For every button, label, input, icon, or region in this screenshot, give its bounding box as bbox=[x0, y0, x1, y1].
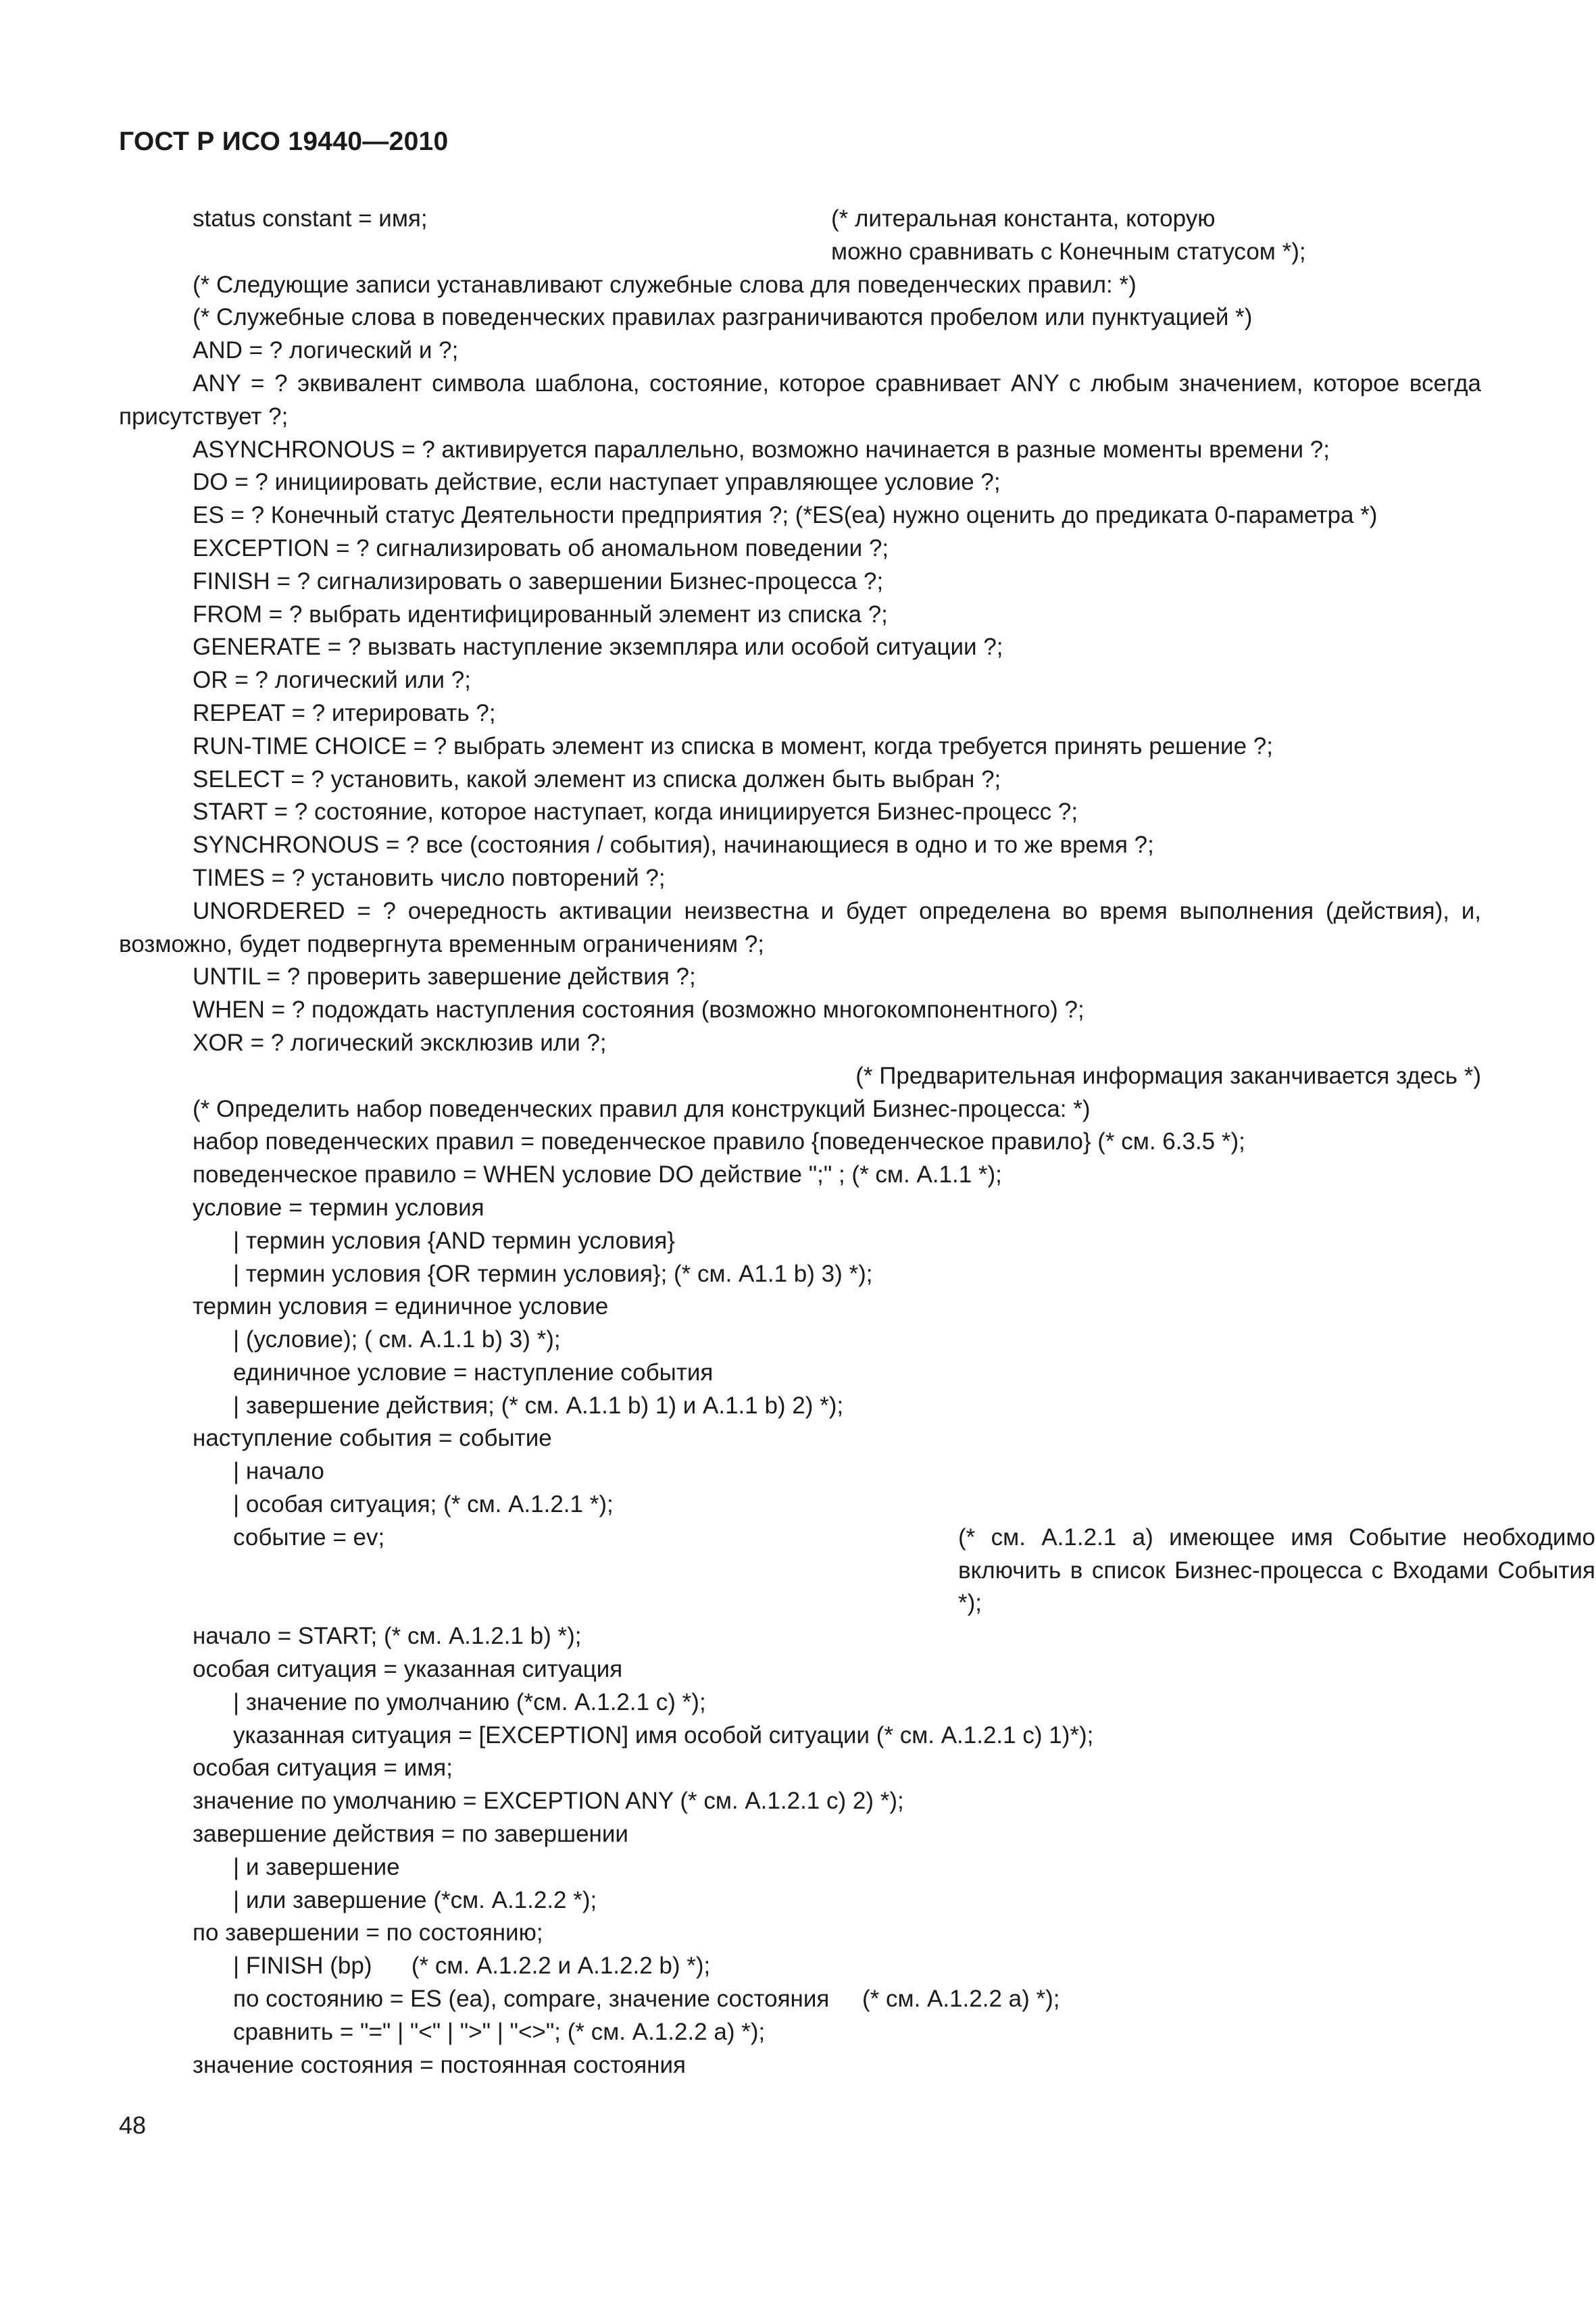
text-line: ES = ? Конечный статус Деятельности предприятия ?; (*ES(ea) нужно оценить до предиката 0-параметра *) bbox=[193, 502, 1378, 529]
text-line: START = ? состояние, которое наступает, когда инициируется Бизнес-процесс ?; bbox=[193, 799, 1078, 826]
text-line: REPEAT = ? итерировать ?; bbox=[193, 699, 496, 726]
text-line: значение состояния = постоянная состояния bbox=[193, 2051, 686, 2078]
text-line: OR = ? логический или ?; bbox=[193, 667, 471, 694]
text-line: ASYNCHRONOUS = ? активируется параллельно, возможно начинается в разные моменты времени ?; bbox=[193, 436, 1330, 463]
text-line: по завершении = по состоянию; bbox=[193, 1919, 543, 1946]
text-line: | особая ситуация; (* см. А.1.2.1 *); bbox=[233, 1491, 614, 1518]
text-line: | FINISH (bp) (* см. А.1.2.2 и А.1.2.2 b) *); bbox=[233, 1953, 711, 1980]
text-line: | завершение действия; (* см. А.1.1 b) 1) и А.1.1 b) 2) *); bbox=[233, 1392, 844, 1419]
text-line: SELECT = ? установить, какой элемент из списка должен быть выбран ?; bbox=[193, 765, 1001, 793]
text-line: XOR = ? логический эксклюзив или ?; bbox=[193, 1029, 607, 1056]
text-line: особая ситуация = имя; bbox=[193, 1755, 453, 1782]
text-line: | и завершение bbox=[233, 1853, 400, 1880]
text-line: TIMES = ? установить число повторений ?; bbox=[193, 864, 666, 891]
document-header: ГОСТ Р ИСО 19440—2010 bbox=[119, 127, 449, 156]
text-line: указанная ситуация = [EXCEPTION] имя особой ситуации (* см. А.1.2.1 c) 1)*); bbox=[233, 1721, 1094, 1749]
text-line: | или завершение (*см. А.1.2.2 *); bbox=[233, 1886, 597, 1913]
text-line: можно сравнивать с Конечным статусом *); bbox=[831, 238, 1306, 265]
text-line: GENERATE = ? вызвать наступление экземпляра или особой ситуации ?; bbox=[193, 634, 1003, 661]
text-line: WHEN = ? подождать наступления состояния (возможно многокомпонентного) ?; bbox=[193, 997, 1084, 1024]
text-line: DO = ? инициировать действие, если наступает управляющее условие ?; bbox=[193, 469, 1001, 496]
text-line: | значение по умолчанию (*см. А.1.2.1 c) *); bbox=[233, 1688, 706, 1715]
text-line: набор поведенческих правил = поведенческое правило {поведенческое правило} (* см. 6.3.5 *); bbox=[193, 1128, 1245, 1155]
text-paragraph: ANY = ? эквивалент символа шаблона, состояние, которое сравнивает ANY с любым значением, которое всегда присутствует ?; bbox=[119, 370, 1481, 430]
text-line: AND = ? логический и ?; bbox=[193, 337, 459, 364]
text-line: особая ситуация = указанная ситуация bbox=[193, 1656, 623, 1683]
text-line: поведенческое правило = WHEN условие DO действие ";" ; (* см. А.1.1 *); bbox=[193, 1161, 1002, 1188]
text-line: EXCEPTION = ? сигнализировать об аномальном поведении ?; bbox=[193, 534, 889, 561]
document-body bbox=[119, 203, 1595, 2082]
text-line bbox=[119, 1521, 1595, 1620]
text-line: FINISH = ? сигнализировать о завершении Бизнес-процесса ?; bbox=[193, 568, 884, 595]
text-line-left: событие = ev; bbox=[233, 1524, 385, 1551]
text-line: значение по умолчанию = EXCEPTION ANY (* см. А.1.2.1 c) 2) *); bbox=[193, 1788, 904, 1815]
text-line: UNTIL = ? проверить завершение действия ?; bbox=[193, 963, 696, 990]
text-line: (* Следующие записи устанавливают служебные слова для поведенческих правил: *) bbox=[193, 271, 1137, 298]
text-line: | начало bbox=[233, 1458, 324, 1485]
text-line: (* Определить набор поведенческих правил для конструкций Бизнес-процесса: *) bbox=[193, 1095, 1091, 1122]
text-line: FROM = ? выбрать идентифицированный элемент из списка ?; bbox=[193, 601, 888, 628]
text-line: (* Служебные слова в поведенческих правилах разграничиваются пробелом или пунктуацией *) bbox=[193, 304, 1253, 331]
text-line: сравнить = "=" | "<" | ">" | "<>"; (* см. А.1.2.2 a) *); bbox=[233, 2018, 766, 2045]
text-line-right: (* см. А.1.2.1 a) имеющее имя Событие необходимо включить в список Бизнес-процесса с Входами События *); bbox=[958, 1524, 1595, 1617]
text-line bbox=[119, 203, 1481, 236]
text-line-left: status constant = имя; bbox=[193, 205, 428, 232]
text-line: условие = термин условия bbox=[193, 1194, 484, 1221]
page-number: 48 bbox=[119, 2111, 147, 2139]
text-line: завершение действия = по завершении bbox=[193, 1821, 628, 1848]
text-line: термин условия = единичное условие bbox=[193, 1293, 609, 1320]
text-line: единичное условие = наступление события bbox=[233, 1359, 714, 1386]
text-line: | термин условия {AND термин условия} bbox=[233, 1227, 675, 1254]
text-line: | термин условия {OR термин условия}; (* см. А1.1 b) 3) *); bbox=[233, 1260, 873, 1287]
text-line: SYNCHRONOUS = ? все (состояния / события), начинающиеся в одно и то же время ?; bbox=[193, 832, 1154, 859]
text-line-right: (* литеральная константа, которую bbox=[831, 205, 1216, 232]
text-line: начало = START; (* см. А.1.2.1 b) *); bbox=[193, 1623, 582, 1650]
text-line: по состоянию = ES (ea), compare, значение состояния (* см. А.1.2.2 a) *); bbox=[233, 1986, 1060, 2013]
text-line: наступление события = событие bbox=[193, 1425, 552, 1452]
text-line: | (условие); ( см. А.1.1 b) 3) *); bbox=[233, 1326, 561, 1353]
text-line: RUN-TIME CHOICE = ? выбрать элемент из списка в момент, когда требуется принять решение ?; bbox=[193, 732, 1273, 759]
text-paragraph: UNORDERED = ? очередность активации неизвестна и будет определена во время выполнения (действия), и, возможно, будет подвергнута временным ограничениям ?; bbox=[119, 897, 1481, 957]
text-line: (* Предварительная информация заканчивается здесь *) bbox=[855, 1062, 1481, 1089]
